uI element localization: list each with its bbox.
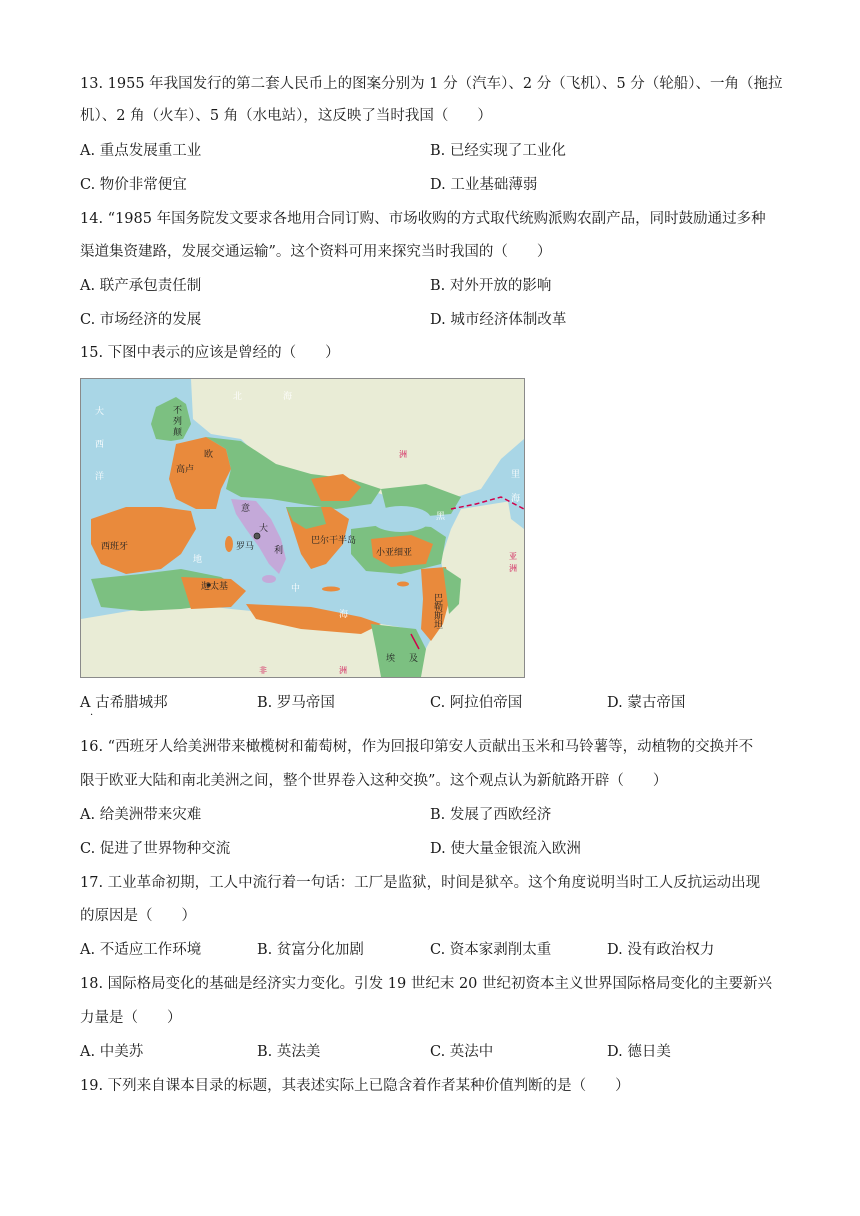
sardinia (225, 536, 233, 552)
q13-stem-line1: 13. 1955 年我国发行的第二套人民币上的图案分别为 1 分（汽车）、2 分（飞机）、5 分（轮船）、一角（拖拉 (80, 76, 783, 92)
label-egypt-1: 埃 (386, 654, 396, 664)
label-black-sea: 黑 (436, 512, 446, 522)
q18-option-a[interactable]: A. 中美苏 (80, 1044, 144, 1060)
q15-option-d[interactable]: D. 蒙古帝国 (607, 695, 686, 711)
q16-option-d[interactable]: D. 使大量金银流入欧洲 (430, 841, 581, 857)
q13-option-b[interactable]: B. 已经实现了工业化 (430, 143, 566, 159)
q19-stem: 19. 下列来自课本目录的标题，其表述实际上已隐含着作者某种价值判断的是（ ） (80, 1078, 630, 1094)
q17-stem-line1: 17. 工业革命初期，工人中流行着一句话：工厂是监狱，时间是狱卒。这个角度说明当时工人反抗运动出现 (80, 875, 761, 891)
label-continent-asia-2: 洲 (509, 564, 517, 573)
q15-option-b[interactable]: B. 罗马帝国 (257, 695, 335, 711)
label-med-3: 海 (339, 610, 349, 620)
q14-option-d[interactable]: D. 城市经济体制改革 (430, 312, 567, 328)
label-asia-minor: 小亚细亚 (376, 548, 413, 558)
label-carthage: 迦太基 (201, 582, 229, 592)
q13-option-c[interactable]: C. 物价非常便宜 (80, 177, 187, 193)
label-caspian-1: 里 (511, 470, 521, 480)
label-egypt-2: 及 (409, 654, 419, 664)
q16-option-c[interactable]: C. 促进了世界物种交流 (80, 841, 231, 857)
label-continent-europe: 洲 (399, 450, 407, 459)
label-palestine-1: 巴 (434, 594, 444, 604)
q14-option-b[interactable]: B. 对外开放的影响 (430, 278, 552, 294)
label-palestine-4: 坦 (434, 621, 444, 631)
q16-option-a[interactable]: A. 给美洲带来灾难 (80, 807, 202, 823)
stray-dot: · (90, 710, 94, 721)
label-north-sea-2: 海 (283, 392, 293, 402)
label-britain-1: 不 (173, 406, 183, 416)
q17-option-c[interactable]: C. 资本家剥削太重 (430, 942, 552, 958)
crete (322, 587, 340, 592)
q16-stem-line2: 限于欧亚大陆和南北美洲之间，整个世界卷入这种交换”。这个观点认为新航路开辟（ ） (80, 773, 668, 789)
label-caspian-2: 海 (511, 494, 521, 504)
q18-option-c[interactable]: C. 英法中 (430, 1044, 494, 1060)
label-italy-2: 大 (259, 524, 269, 534)
label-rome: 罗马 (236, 542, 255, 552)
q18-option-d[interactable]: D. 德日美 (607, 1044, 671, 1060)
q14-option-c[interactable]: C. 市场经济的发展 (80, 312, 202, 328)
label-palestine-3: 斯 (434, 612, 444, 622)
label-italy-3: 利 (274, 546, 284, 556)
cyprus (397, 582, 409, 587)
label-palestine-2: 勒 (434, 603, 444, 613)
q14-stem-line2: 渠道集资建路，发展交通运输”。这个资料可用来探究当时我国的（ ） (80, 244, 552, 260)
q13-option-d[interactable]: D. 工业基础薄弱 (430, 177, 538, 193)
label-spain: 西班牙 (101, 542, 129, 552)
q14-stem-line1: 14. “1985 年国务院发文要求各地用合同订购、市场收购的方式取代统购派购农副产品，同时鼓励通过多种 (80, 211, 766, 227)
q18-stem-line2: 力量是（ ） (80, 1010, 182, 1026)
q13-option-a[interactable]: A. 重点发展重工业 (80, 143, 202, 159)
q16-stem-line1: 16. “西班牙人给美洲带来橄榄树和葡萄树，作为回报印第安人贡献出玉米和马铃薯等，动植物的交换并不 (80, 739, 754, 755)
q17-option-d[interactable]: D. 没有政治权力 (607, 942, 715, 958)
q18-option-b[interactable]: B. 英法美 (257, 1044, 321, 1060)
sicily (262, 575, 276, 583)
label-continent-asia-1: 亚 (509, 552, 517, 561)
label-continent-africa-2: 洲 (339, 666, 347, 675)
black-sea (371, 506, 431, 532)
q18-stem-line1: 18. 国际格局变化的基础是经济实力变化。引发 19 世纪末 20 世纪初资本主义世界国际格局变化的主要新兴 (80, 976, 773, 992)
label-atlantic-2: 西 (95, 440, 105, 450)
label-europe: 欧 (204, 450, 214, 460)
label-gaul: 高卢 (176, 465, 195, 475)
label-continent-africa-1: 非 (259, 666, 267, 675)
q13-stem-line2: 机）、2 角（火车）、5 角（水电站），这反映了当时我国（ ） (80, 108, 492, 124)
q17-option-a[interactable]: A. 不适应工作环境 (80, 942, 202, 958)
q15-stem: 15. 下图中表示的应该是曾经的（ ） (80, 345, 340, 361)
q17-option-b[interactable]: B. 贫富分化加剧 (257, 942, 364, 958)
label-med-1: 地 (193, 555, 203, 565)
q16-option-b[interactable]: B. 发展了西欧经济 (430, 807, 552, 823)
label-med-2: 中 (291, 584, 301, 594)
q17-stem-line2: 的原因是（ ） (80, 908, 196, 924)
label-atlantic-3: 洋 (95, 472, 105, 482)
q14-option-a[interactable]: A. 联产承包责任制 (80, 278, 202, 294)
label-north-sea-1: 北 (233, 392, 243, 402)
q15-option-a[interactable]: A 古希腊城邦 (80, 695, 168, 711)
label-atlantic-1: 大 (95, 407, 105, 417)
roman-empire-map (80, 378, 525, 678)
label-balkan: 巴尔干半岛 (311, 536, 357, 546)
q15-option-c[interactable]: C. 阿拉伯帝国 (430, 695, 523, 711)
label-britain-3: 颠 (173, 428, 183, 438)
label-italy-1: 意 (241, 504, 251, 514)
label-britain-2: 列 (173, 417, 183, 427)
